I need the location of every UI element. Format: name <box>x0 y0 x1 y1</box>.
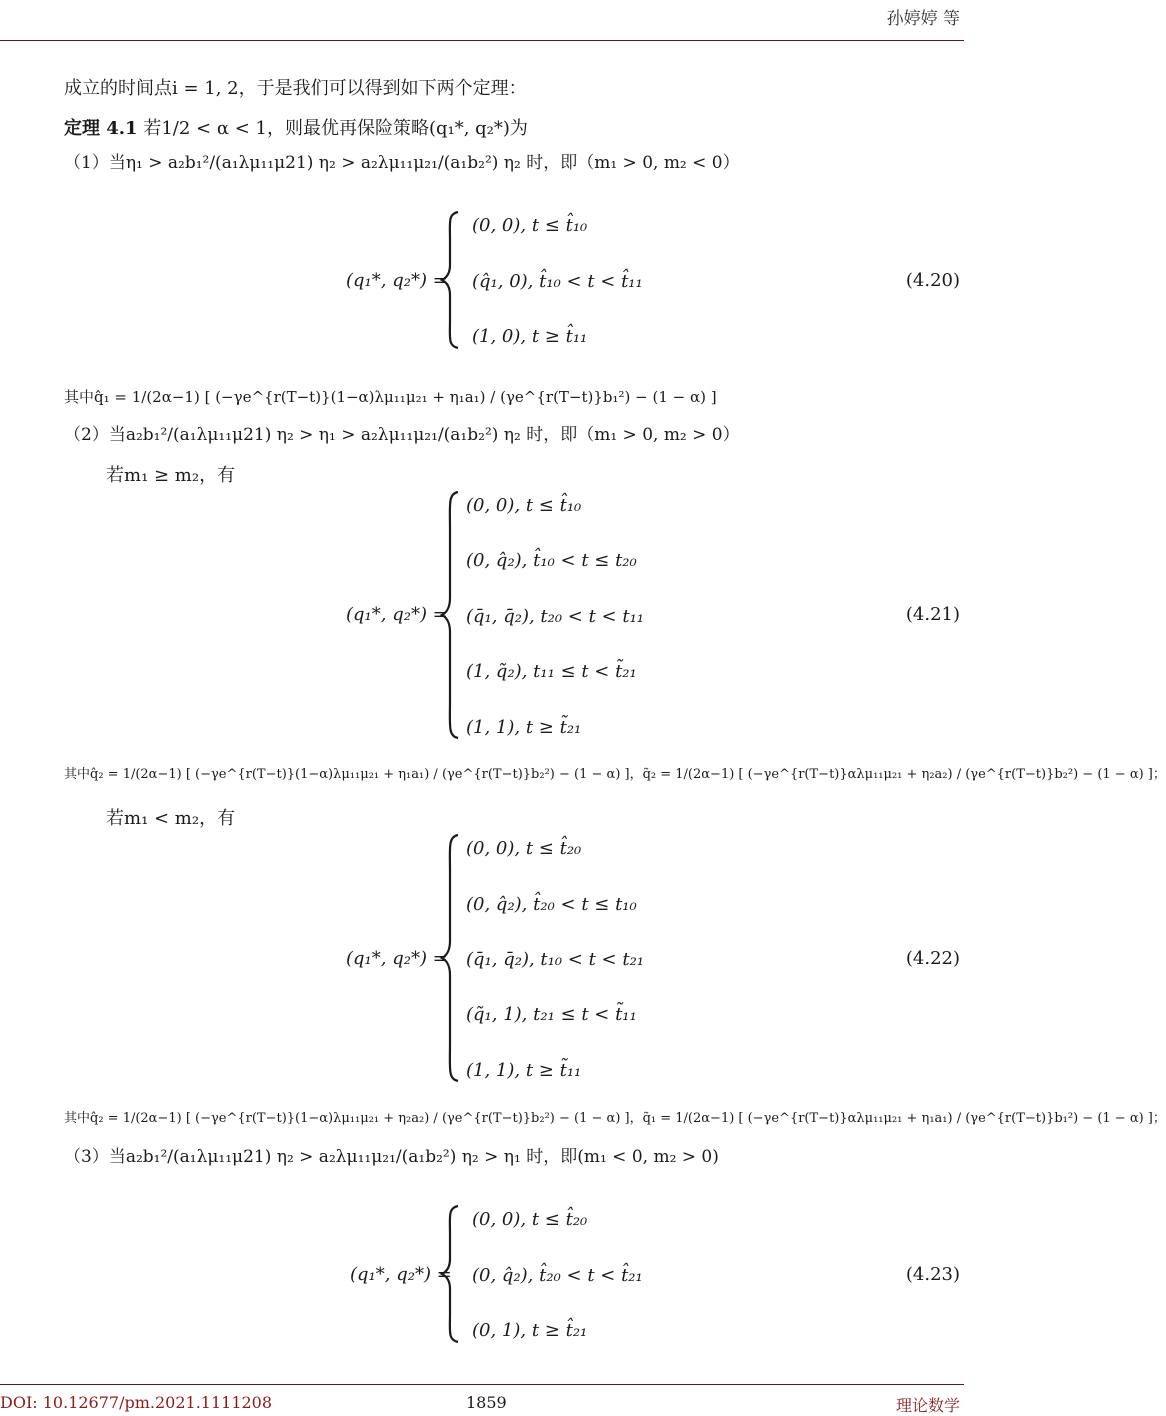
case2-sub1: 若m₁ ≥ m₂，有 <box>106 465 236 486</box>
case2-where2: 其中q̂₂ = 1/(2α−1) [ (−γe^{r(T−t)}(1−α)λμ₁₁μ₂₁ + η₂a₂) / (γe^{r(T−t)}b₂²) − (1 − α) ]，q̃₁ = 1/(2α−1) [ (−γe^{r(T−t)}αλμ₁₁μ₂₁ + η₁a₁) / (γe^{r(T−t)}b₁²) − (1 − α) ]； <box>64 1111 1166 1126</box>
equation-number-4-21: (4.21) <box>905 604 960 625</box>
case2-lhs1: (q₁*, q₂*) = <box>346 604 448 625</box>
case3-row-1: (0, 0), t ≤ t̂₂₀ <box>472 1209 588 1230</box>
case2-brace2 <box>440 833 464 1083</box>
case2-row2-3: (q̄₁, q̄₂), t₁₀ < t < t₂₁ <box>466 949 645 970</box>
case2-row1-2: (0, q̂₂), t̂₁₀ < t ≤ t₂₀ <box>466 550 637 571</box>
running-header-author: 孙婷婷 等 <box>886 9 960 29</box>
case2-row2-2: (0, q̂₂), t̂₂₀ < t ≤ t₁₀ <box>466 894 637 915</box>
footer-rule <box>0 1384 964 1385</box>
case3-row-3: (0, 1), t ≥ t̂₂₁ <box>472 1320 588 1341</box>
theorem-statement <box>64 118 528 140</box>
case2-row2-5: (1, 1), t ≥ t̃₁₁ <box>466 1060 582 1081</box>
case3-row-2: (0, q̂₂), t̂₂₀ < t < t̂₂₁ <box>472 1265 643 1286</box>
case2-lhs2: (q₁*, q₂*) = <box>346 948 448 969</box>
case1-brace <box>440 210 464 350</box>
theorem-condition: 若1/2 < α < 1，则最优再保险策略(q₁*, q₂*)为 <box>143 118 528 139</box>
footer-doi-link[interactable]: DOI: 10.12677/pm.2021.1111208 <box>0 1393 273 1412</box>
case2-row1-5: (1, 1), t ≥ t̃₂₁ <box>466 717 582 738</box>
equation-number-4-22: (4.22) <box>905 948 960 969</box>
case2-row1-4: (1, q̃₂), t₁₁ ≤ t < t̃₂₁ <box>466 661 637 682</box>
equation-number-4-23: (4.23) <box>905 1264 960 1285</box>
case2-row2-4: (q̃₁, 1), t₂₁ ≤ t < t̃₁₁ <box>466 1004 637 1025</box>
case2-condition: （2）当a₂b₁²/(a₁λμ₁₁μ21) η₂ > η₁ > a₂λμ₁₁μ₂₁/(a₁b₂²) η₂ 时，即（m₁ > 0, m₂ > 0） <box>64 425 740 445</box>
case2-brace1 <box>440 490 464 740</box>
case3-condition: （3）当a₂b₁²/(a₁λμ₁₁μ21) η₂ > a₂λμ₁₁μ₂₁/(a₁b₂²) η₂ > η₁ 时，即(m₁ < 0, m₂ > 0) <box>64 1147 719 1167</box>
case2-row2-1: (0, 0), t ≤ t̂₂₀ <box>466 838 582 859</box>
case1-where: 其中q̂₁ = 1/(2α−1) [ (−γe^{r(T−t)}(1−α)λμ₁₁μ₂₁ + η₁a₁) / (γe^{r(T−t)}b₁²) − (1 − α) ] <box>64 388 717 406</box>
case2-where1: 其中q̂₂ = 1/(2α−1) [ (−γe^{r(T−t)}(1−α)λμ₁₁μ₂₁ + η₁a₁) / (γe^{r(T−t)}b₂²) − (1 − α) ]，q̃₂ = 1/(2α−1) [ (−γe^{r(T−t)}αλμ₁₁μ₂₁ + η₂a₂) / (γe^{r(T−t)}b₂²) − (1 − α) ]； <box>64 767 1166 782</box>
case2-sub2: 若m₁ < m₂，有 <box>106 808 236 829</box>
case3-lhs: (q₁*, q₂*) = <box>350 1264 452 1285</box>
case3-brace <box>440 1204 464 1344</box>
case1-row-3: (1, 0), t ≥ t̂₁₁ <box>472 326 588 347</box>
intro-paragraph: 成立的时间点i = 1, 2，于是我们可以得到如下两个定理： <box>64 78 527 99</box>
case1-lhs: (q₁*, q₂*) = <box>346 270 448 291</box>
case1-condition: （1）当η₁ > a₂b₁²/(a₁λμ₁₁μ21) η₂ > a₂λμ₁₁μ₂₁/(a₁b₂²) η₂ 时，即（m₁ > 0, m₂ < 0） <box>64 153 740 173</box>
case1-row-2: (q̂₁, 0), t̂₁₀ < t < t̂₁₁ <box>472 271 643 292</box>
footer-page-number: 1859 <box>466 1393 507 1412</box>
theorem-label: 定理 4.1 <box>64 118 138 139</box>
case2-row1-3: (q̄₁, q̄₂), t₂₀ < t < t₁₁ <box>466 606 645 627</box>
case2-row1-1: (0, 0), t ≤ t̂₁₀ <box>466 495 582 516</box>
footer-journal-name: 理论数学 <box>895 1396 960 1415</box>
case1-row-1: (0, 0), t ≤ t̂₁₀ <box>472 215 588 236</box>
header-rule <box>0 40 964 41</box>
equation-number-4-20: (4.20) <box>905 270 960 291</box>
